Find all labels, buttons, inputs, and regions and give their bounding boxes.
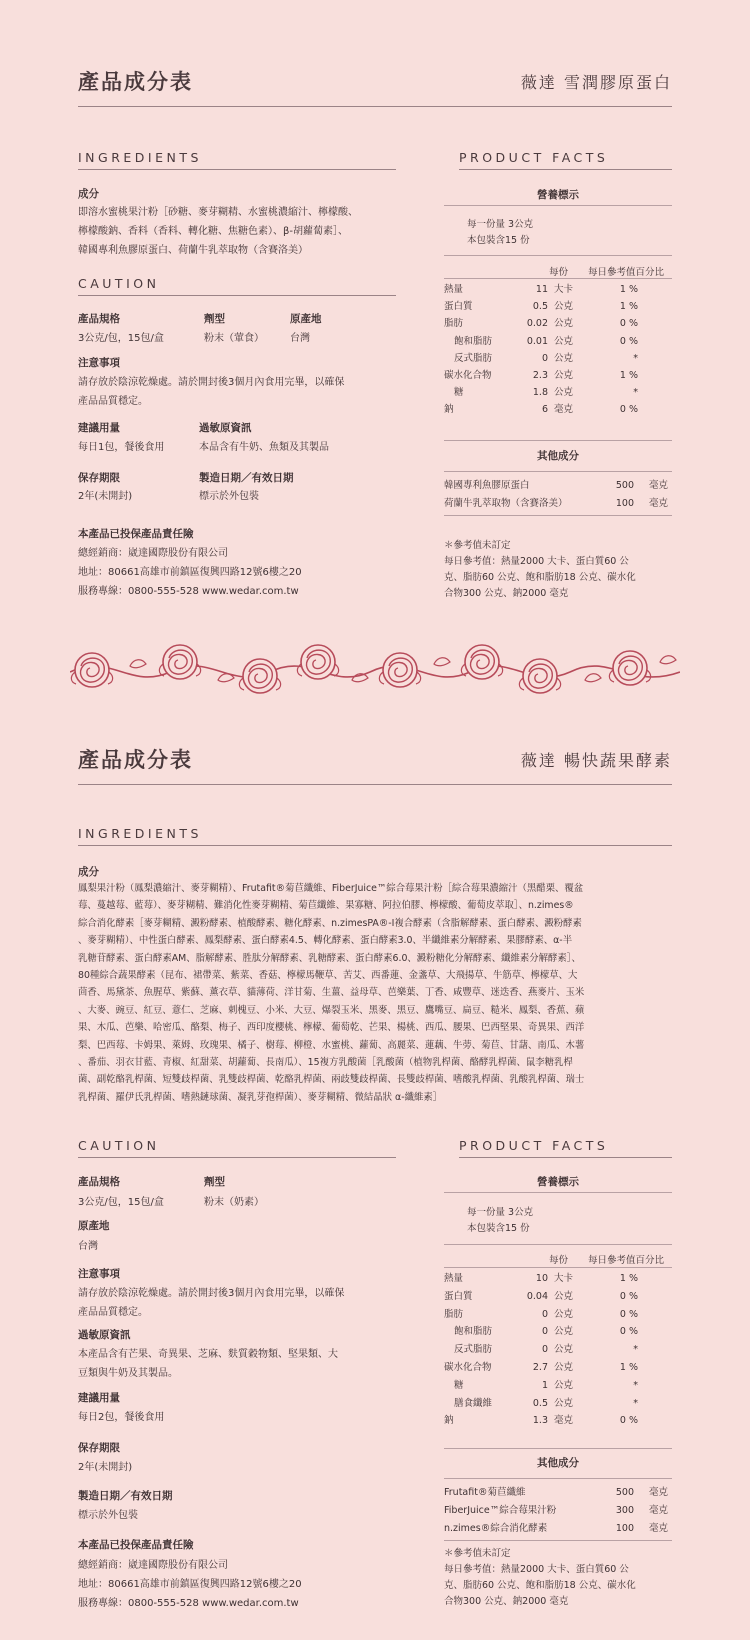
ingredient-line: 乳糖苷酵素、蛋白酵素AM、脂解酵素、胜肽分解酵素、乳糖酵素、蛋白酵素6.0、澱粉糖化分解酵素、纖維素分解酵素］、 bbox=[78, 952, 581, 964]
divider bbox=[78, 1157, 396, 1158]
nutrient-unit: 公克 bbox=[554, 1362, 574, 1373]
other-ingredient-row bbox=[444, 495, 672, 512]
nutrient-name: 糖 bbox=[454, 1379, 464, 1391]
nutrient-name: 糖 bbox=[454, 387, 464, 399]
serving-size: 每一份量 3公克 bbox=[467, 1207, 534, 1218]
nutrient-unit: 公克 bbox=[554, 387, 574, 399]
nutrient-dv: 1 % bbox=[619, 284, 638, 295]
ingredient-line: 茴香、馬黛茶、魚腥草、紫蘇、薰衣草、貓薄荷、洋甘菊、生薑、益母草、芭樂葉、丁香、咸豐草、迷迭香、燕麥片、玉米 bbox=[78, 987, 585, 999]
other-ingredient-row bbox=[444, 477, 672, 494]
notice-line: 請存放於陰涼乾燥處。請於開封後3個月內食用完畢，以確保 bbox=[78, 377, 345, 388]
nutrition-row bbox=[444, 1270, 672, 1287]
ingredient-name: FiberJuice™綜合莓果汁粉 bbox=[444, 1505, 557, 1516]
nutrient-dv: 0 % bbox=[619, 404, 638, 416]
distributor: 總經銷商：崴達國際股份有限公司 bbox=[78, 548, 228, 559]
ingredient-line: 即溶水蜜桃果汁粉［砂糖、麥芽糊精、水蜜桃濃縮汁、檸檬酸、 bbox=[78, 207, 358, 218]
ingredient-line: 乳桿菌、羅伊氏乳桿菌、嗜熱鏈球菌、凝乳芽孢桿菌）、麥芽糊精、微結晶狀 α-纖維素］ bbox=[78, 1091, 443, 1103]
ingredient-name: Frutafit®菊苣纖維 bbox=[444, 1487, 526, 1498]
nutrient-unit: 公克 bbox=[554, 1326, 574, 1338]
date-value: 標示於外包裝 bbox=[199, 491, 259, 502]
ingredient-line: 菌、副乾酪乳桿菌、短雙歧桿菌、乳雙歧桿菌、乾酪乳桿菌、兩歧雙歧桿菌、長雙歧桿菌、嗜酸乳桿菌、乳酸乳桿菌、瑞士 bbox=[78, 1074, 585, 1086]
divider bbox=[444, 255, 672, 256]
nutrition-title: 營養標示 bbox=[537, 189, 579, 201]
facts-heading: PRODUCT FACTS bbox=[459, 150, 609, 165]
divider bbox=[444, 278, 672, 279]
product-name: 薇達 暢快蔬果酵素 bbox=[520, 751, 672, 770]
nutrient-unit: 公克 bbox=[554, 1379, 574, 1391]
col-daily-value: 每日參考值百分比 bbox=[588, 267, 665, 278]
nutrition-row bbox=[444, 281, 672, 298]
ingredient-line: 果、木瓜、芭樂、哈密瓜、酪梨、梅子、西印度櫻桃、檸檬、葡萄乾、芒果、楊桃、西瓜、腰果、巴西堅果、奇異果、西洋 bbox=[78, 1022, 585, 1034]
ingredient-name: 荷蘭牛乳萃取物（含賽洛美） bbox=[444, 498, 568, 509]
nutrient-value: 2.3 bbox=[532, 370, 548, 381]
nutrient-dv: 0 % bbox=[619, 335, 638, 347]
spec-value: 3公克/包，15包/盒 bbox=[78, 1197, 164, 1208]
ingredients-label: 成分 bbox=[78, 866, 99, 878]
footnote-line: 克、脂肪60 公克、飽和脂肪18 公克、碳水化 bbox=[444, 1580, 636, 1591]
shelf-value: 2年(未開封) bbox=[78, 1462, 133, 1473]
insurance-note: 本產品已投保產品責任險 bbox=[78, 1539, 194, 1551]
other-ingredients-title: 其他成分 bbox=[537, 1457, 579, 1469]
nutrient-unit: 公克 bbox=[554, 335, 574, 347]
rose-vine-ornament bbox=[70, 640, 680, 700]
ingredient-amount: 500 bbox=[615, 1487, 634, 1498]
nutrient-value: 0 bbox=[541, 352, 548, 364]
product-name: 薇達 雪潤膠原蛋白 bbox=[520, 73, 672, 92]
usage-value: 每日1包，餐後食用 bbox=[78, 442, 165, 453]
divider bbox=[444, 471, 672, 472]
col-daily-value: 每日參考值百分比 bbox=[588, 1255, 665, 1266]
nutrition-row bbox=[444, 1341, 672, 1358]
nutrition-row bbox=[444, 1359, 672, 1376]
divider bbox=[444, 1192, 672, 1193]
ingredient-amount: 100 bbox=[615, 498, 634, 509]
ingredient-line: 、番茄、羽衣甘藍、青椒、紅甜菜、胡蘿蔔、長南瓜）、15複方乳酸菌［乳酸菌（植物乳桿菌、酪酵乳桿菌、鼠李糖乳桿 bbox=[78, 1057, 573, 1069]
ingredient-line: 莓、蔓越莓、藍莓）、麥芽糊精、難消化性麥芽糊精、菊苣纖維、果寡糖、阿拉伯膠、檸檬酸、葡萄皮萃取］、n.zimes® bbox=[78, 900, 574, 912]
date-label: 製造日期／有效日期 bbox=[199, 472, 294, 484]
ingredients-text bbox=[78, 203, 408, 260]
page-title: 產品成分表 bbox=[78, 70, 193, 94]
nutrient-value: 0.02 bbox=[526, 318, 548, 330]
nutrient-dv: 0 % bbox=[619, 1326, 638, 1338]
nutrient-name: 脂肪 bbox=[444, 1308, 464, 1320]
nutrient-value: 1.3 bbox=[532, 1415, 548, 1427]
nutrition-row bbox=[444, 1288, 672, 1305]
allergen-line: 本產品含有芒果、奇異果、芝麻、麩質穀物類、堅果類、大 bbox=[78, 1349, 338, 1360]
other-ingredients-title: 其他成分 bbox=[537, 450, 579, 462]
nutrition-row bbox=[444, 1412, 672, 1429]
nutrient-name: 熱量 bbox=[444, 1273, 464, 1284]
nutrient-unit: 大卡 bbox=[554, 284, 574, 295]
nutrient-name: 熱量 bbox=[444, 284, 464, 295]
footnote-line: ＊參考值未訂定 bbox=[444, 540, 511, 551]
notice-line: 請存放於陰涼乾燥處。請於開封後3個月內食用完畢，以確保 bbox=[78, 1288, 345, 1299]
divider bbox=[78, 845, 672, 846]
nutrient-value: 0.01 bbox=[526, 335, 548, 347]
ingredient-unit: 毫克 bbox=[648, 480, 668, 491]
footnote bbox=[444, 538, 636, 602]
nutrient-value: 0 bbox=[541, 1308, 548, 1320]
usage-label: 建議用量 bbox=[78, 422, 120, 434]
address: 地址：80661高雄市前鎮區復興四路12號6樓之20 bbox=[78, 1579, 302, 1590]
divider bbox=[78, 169, 396, 170]
footnote-line: 克、脂肪60 公克、飽和脂肪18 公克、碳水化 bbox=[444, 572, 636, 583]
nutrient-dv: * bbox=[633, 1379, 638, 1391]
other-ingredient-row bbox=[444, 1520, 672, 1537]
divider bbox=[459, 169, 672, 170]
spec-value: 3公克/包，15包/盒 bbox=[78, 333, 164, 344]
nutrient-name: 鈉 bbox=[444, 1415, 454, 1427]
nutrient-name: 反式脂肪 bbox=[454, 1344, 493, 1356]
nutrient-dv: 1 % bbox=[619, 1273, 638, 1284]
footnote bbox=[444, 1546, 636, 1610]
nutrient-value: 6 bbox=[541, 404, 548, 416]
page-title: 產品成分表 bbox=[78, 748, 193, 772]
nutrient-unit: 公克 bbox=[554, 318, 574, 330]
col-per-serving: 每份 bbox=[549, 267, 569, 278]
ingredient-name: 韓國專利魚膠原蛋白 bbox=[444, 480, 530, 491]
usage-value: 每日2包，餐後食用 bbox=[78, 1412, 165, 1423]
form-value: 粉末（奶素） bbox=[204, 1197, 264, 1208]
ingredients-label: 成分 bbox=[78, 188, 99, 200]
spec-label: 產品規格 bbox=[78, 313, 120, 325]
nutrient-unit: 公克 bbox=[554, 301, 574, 313]
ingredient-amount: 100 bbox=[615, 1523, 634, 1534]
allergen-value: 本品含有牛奶、魚類及其製品 bbox=[199, 442, 329, 453]
nutrient-name: 碳水化合物 bbox=[444, 1362, 492, 1373]
col-per-serving: 每份 bbox=[549, 1255, 569, 1266]
nutrition-row bbox=[444, 1306, 672, 1323]
ingredient-line: 、大麥、豌豆、紅豆、薏仁、芝麻、刺槐豆、小米、大豆、爆裂玉米、黑麥、黑豆、鷹嘴豆、扁豆、糙米、鳳梨、香蕉、蘋 bbox=[78, 1004, 585, 1016]
nutrient-value: 0.5 bbox=[532, 1397, 548, 1409]
serving-size: 每一份量 3公克 bbox=[467, 219, 534, 230]
nutrient-name: 反式脂肪 bbox=[454, 352, 493, 364]
notice-label: 注意事項 bbox=[78, 357, 120, 369]
ingredient-line: 韓國專利魚膠原蛋白、荷蘭牛乳萃取物（含賽洛美） bbox=[78, 245, 308, 256]
ingredient-line: 檸檬酸鈉、香料（香料、轉化糖、焦糖色素）、β-胡蘿蔔素］、 bbox=[78, 226, 348, 237]
nutrient-value: 1 bbox=[541, 1379, 548, 1391]
divider bbox=[78, 784, 672, 785]
date-label: 製造日期／有效日期 bbox=[78, 1490, 173, 1502]
nutrient-value: 0.5 bbox=[532, 301, 548, 313]
date-value: 標示於外包裝 bbox=[78, 1510, 138, 1521]
shelf-label: 保存期限 bbox=[78, 472, 120, 484]
serving-info bbox=[467, 1205, 533, 1237]
ingredient-line: 綜合消化酵素［麥芽糊精、澱粉酵素、植酸酵素、糖化酵素、n.zimesPA®-I複合酵素（含脂解酵素、蛋白酵素、澱粉酵素 bbox=[78, 917, 582, 929]
insurance-note: 本產品已投保產品責任險 bbox=[78, 528, 194, 540]
nutrient-dv: 0 % bbox=[619, 1290, 638, 1302]
divider bbox=[459, 1157, 672, 1158]
nutrient-dv: * bbox=[633, 1344, 638, 1356]
footnote-line: 合物300 公克、鈉2000 毫克 bbox=[444, 588, 569, 599]
contact-info bbox=[78, 544, 302, 601]
divider bbox=[78, 106, 672, 107]
ingredient-unit: 毫克 bbox=[648, 1487, 668, 1498]
divider bbox=[444, 1540, 672, 1541]
ingredients-text bbox=[78, 880, 678, 1106]
divider bbox=[444, 440, 672, 441]
ingredient-amount: 500 bbox=[615, 480, 634, 491]
nutrient-value: 0 bbox=[541, 1326, 548, 1338]
nutrient-name: 脂肪 bbox=[444, 318, 464, 330]
footnote-line: 每日參考值：熱量2000 大卡、蛋白質60 公 bbox=[444, 1564, 629, 1575]
nutrition-row bbox=[444, 333, 672, 350]
allergen-line: 豆類與牛奶及其製品。 bbox=[78, 1368, 178, 1379]
spec-label: 產品規格 bbox=[78, 1176, 120, 1188]
nutrition-row bbox=[444, 384, 672, 401]
allergen-text bbox=[78, 1345, 338, 1383]
nutrient-unit: 公克 bbox=[554, 370, 574, 381]
shelf-label: 保存期限 bbox=[78, 1442, 120, 1454]
nutrient-dv: 1 % bbox=[619, 1362, 638, 1373]
service-line: 服務專線：0800-555-528 www.wedar.com.tw bbox=[78, 1598, 299, 1609]
divider bbox=[444, 515, 672, 516]
ingredients-heading: INGREDIENTS bbox=[78, 150, 202, 165]
nutrition-row bbox=[444, 298, 672, 315]
nutrient-name: 鈉 bbox=[444, 404, 454, 416]
divider bbox=[444, 1267, 672, 1268]
ingredient-name: n.zimes®綜合消化酵素 bbox=[444, 1523, 548, 1534]
nutrient-dv: 1 % bbox=[619, 370, 638, 381]
ingredient-line: 梨、巴西莓、卡姆果、萊姆、玫瑰果、橘子、樹莓、柳橙、水蜜桃、蘿蔔、高麗菜、蓮藕、牛蒡、菊苣、甘藷、南瓜、木薯 bbox=[78, 1039, 585, 1051]
nutrient-value: 1.8 bbox=[532, 387, 548, 399]
footnote-line: 合物300 公克、鈉2000 毫克 bbox=[444, 1596, 569, 1607]
ingredient-unit: 毫克 bbox=[648, 498, 668, 509]
footnote-line: ＊參考值未訂定 bbox=[444, 1548, 511, 1559]
caution-heading: CAUTION bbox=[78, 1138, 160, 1153]
nutrient-value: 2.7 bbox=[532, 1362, 548, 1373]
ingredient-line: 、麥芽糊精）、中性蛋白酵素、鳳梨酵素、蛋白酵素4.5、轉化酵素、蛋白酵素3.0、半纖維素分解酵素、果膠酵素、α-半 bbox=[78, 935, 573, 947]
allergen-label: 過敏原資訊 bbox=[78, 1329, 131, 1341]
caution-heading: CAUTION bbox=[78, 276, 160, 291]
contact-info bbox=[78, 1556, 302, 1613]
nutrient-dv: * bbox=[633, 352, 638, 364]
ingredients-heading: INGREDIENTS bbox=[78, 826, 202, 841]
nutrient-unit: 公克 bbox=[554, 1344, 574, 1356]
serving-info bbox=[467, 217, 533, 249]
ingredient-amount: 300 bbox=[615, 1505, 634, 1516]
nutrient-dv: * bbox=[633, 387, 638, 399]
nutrition-row bbox=[444, 401, 672, 418]
divider bbox=[444, 1478, 672, 1479]
notice-text bbox=[78, 1284, 344, 1322]
origin-label: 原產地 bbox=[78, 1220, 110, 1232]
notice-line: 產品品質穩定。 bbox=[78, 1307, 148, 1318]
nutrient-unit: 公克 bbox=[554, 1308, 574, 1320]
address: 地址：80661高雄市前鎮區復興四路12號6樓之20 bbox=[78, 567, 302, 578]
divider bbox=[78, 295, 396, 296]
nutrition-row bbox=[444, 1377, 672, 1394]
nutrient-name: 蛋白質 bbox=[444, 301, 473, 313]
form-value: 粉末（葷食） bbox=[204, 333, 264, 344]
servings-per-pack: 本包裝含15 份 bbox=[467, 235, 530, 246]
origin-label: 原產地 bbox=[290, 313, 322, 325]
nutrient-dv: 0 % bbox=[619, 1308, 638, 1320]
ingredient-line: 鳳梨果汁粉（鳳梨濃縮汁、麥芽糊精）、Frutafit®菊苣纖維、FiberJuice™綜合莓果汁粉［綜合莓果濃縮汁（黑醋栗、覆盆 bbox=[78, 883, 584, 894]
nutrient-value: 0 bbox=[541, 1344, 548, 1356]
nutrient-name: 蛋白質 bbox=[444, 1290, 473, 1302]
form-label: 劑型 bbox=[204, 1176, 225, 1188]
nutrient-dv: 0 % bbox=[619, 318, 638, 330]
nutrition-row bbox=[444, 350, 672, 367]
nutrient-name: 碳水化合物 bbox=[444, 370, 492, 381]
divider bbox=[444, 1244, 672, 1245]
origin-value: 台灣 bbox=[78, 1241, 98, 1252]
nutrient-name: 飽和脂肪 bbox=[454, 335, 493, 347]
nutrient-value: 0.04 bbox=[526, 1290, 548, 1302]
usage-label: 建議用量 bbox=[78, 1392, 120, 1404]
ingredient-unit: 毫克 bbox=[648, 1505, 668, 1516]
service-line: 服務專線：0800-555-528 www.wedar.com.tw bbox=[78, 586, 299, 597]
nutrition-row bbox=[444, 1395, 672, 1412]
nutrient-unit: 公克 bbox=[554, 352, 574, 364]
other-ingredient-row bbox=[444, 1484, 672, 1501]
shelf-value: 2年(未開封) bbox=[78, 491, 133, 502]
ingredient-unit: 毫克 bbox=[648, 1523, 668, 1534]
nutrition-title: 營養標示 bbox=[537, 1176, 579, 1188]
divider bbox=[444, 1448, 672, 1449]
nutrient-dv: * bbox=[633, 1397, 638, 1409]
nutrition-row bbox=[444, 1323, 672, 1340]
facts-heading: PRODUCT FACTS bbox=[459, 1138, 609, 1153]
nutrition-row bbox=[444, 367, 672, 384]
nutrient-name: 飽和脂肪 bbox=[454, 1326, 493, 1338]
nutrient-unit: 毫克 bbox=[554, 1415, 574, 1427]
nutrient-unit: 大卡 bbox=[554, 1273, 574, 1284]
nutrient-name: 膳食纖維 bbox=[454, 1397, 493, 1409]
other-ingredient-row bbox=[444, 1502, 672, 1519]
servings-per-pack: 本包裝含15 份 bbox=[467, 1223, 530, 1234]
ingredient-line: 80種綜合蔬果酵素（昆布、裙帶菜、紫菜、香菇、檸檬馬鞭草、苦艾、西番蓮、金盞草、大飛揚草、牛筋草、檸檬草、大 bbox=[78, 970, 578, 982]
nutrient-dv: 0 % bbox=[619, 1415, 638, 1427]
footnote-line: 每日參考值：熱量2000 大卡、蛋白質60 公 bbox=[444, 556, 629, 567]
nutrition-row bbox=[444, 315, 672, 332]
origin-value: 台灣 bbox=[290, 333, 310, 344]
notice-text bbox=[78, 373, 344, 411]
distributor: 總經銷商：崴達國際股份有限公司 bbox=[78, 1560, 228, 1571]
notice-label: 注意事項 bbox=[78, 1268, 120, 1280]
form-label: 劑型 bbox=[204, 313, 225, 325]
nutrient-value: 11 bbox=[535, 284, 548, 295]
nutrient-dv: 1 % bbox=[619, 301, 638, 313]
divider bbox=[444, 205, 672, 206]
nutrient-unit: 毫克 bbox=[554, 404, 574, 416]
notice-line: 產品品質穩定。 bbox=[78, 396, 148, 407]
nutrient-unit: 公克 bbox=[554, 1397, 574, 1409]
nutrient-value: 10 bbox=[535, 1273, 548, 1284]
allergen-label: 過敏原資訊 bbox=[199, 422, 252, 434]
nutrient-unit: 公克 bbox=[554, 1290, 574, 1302]
